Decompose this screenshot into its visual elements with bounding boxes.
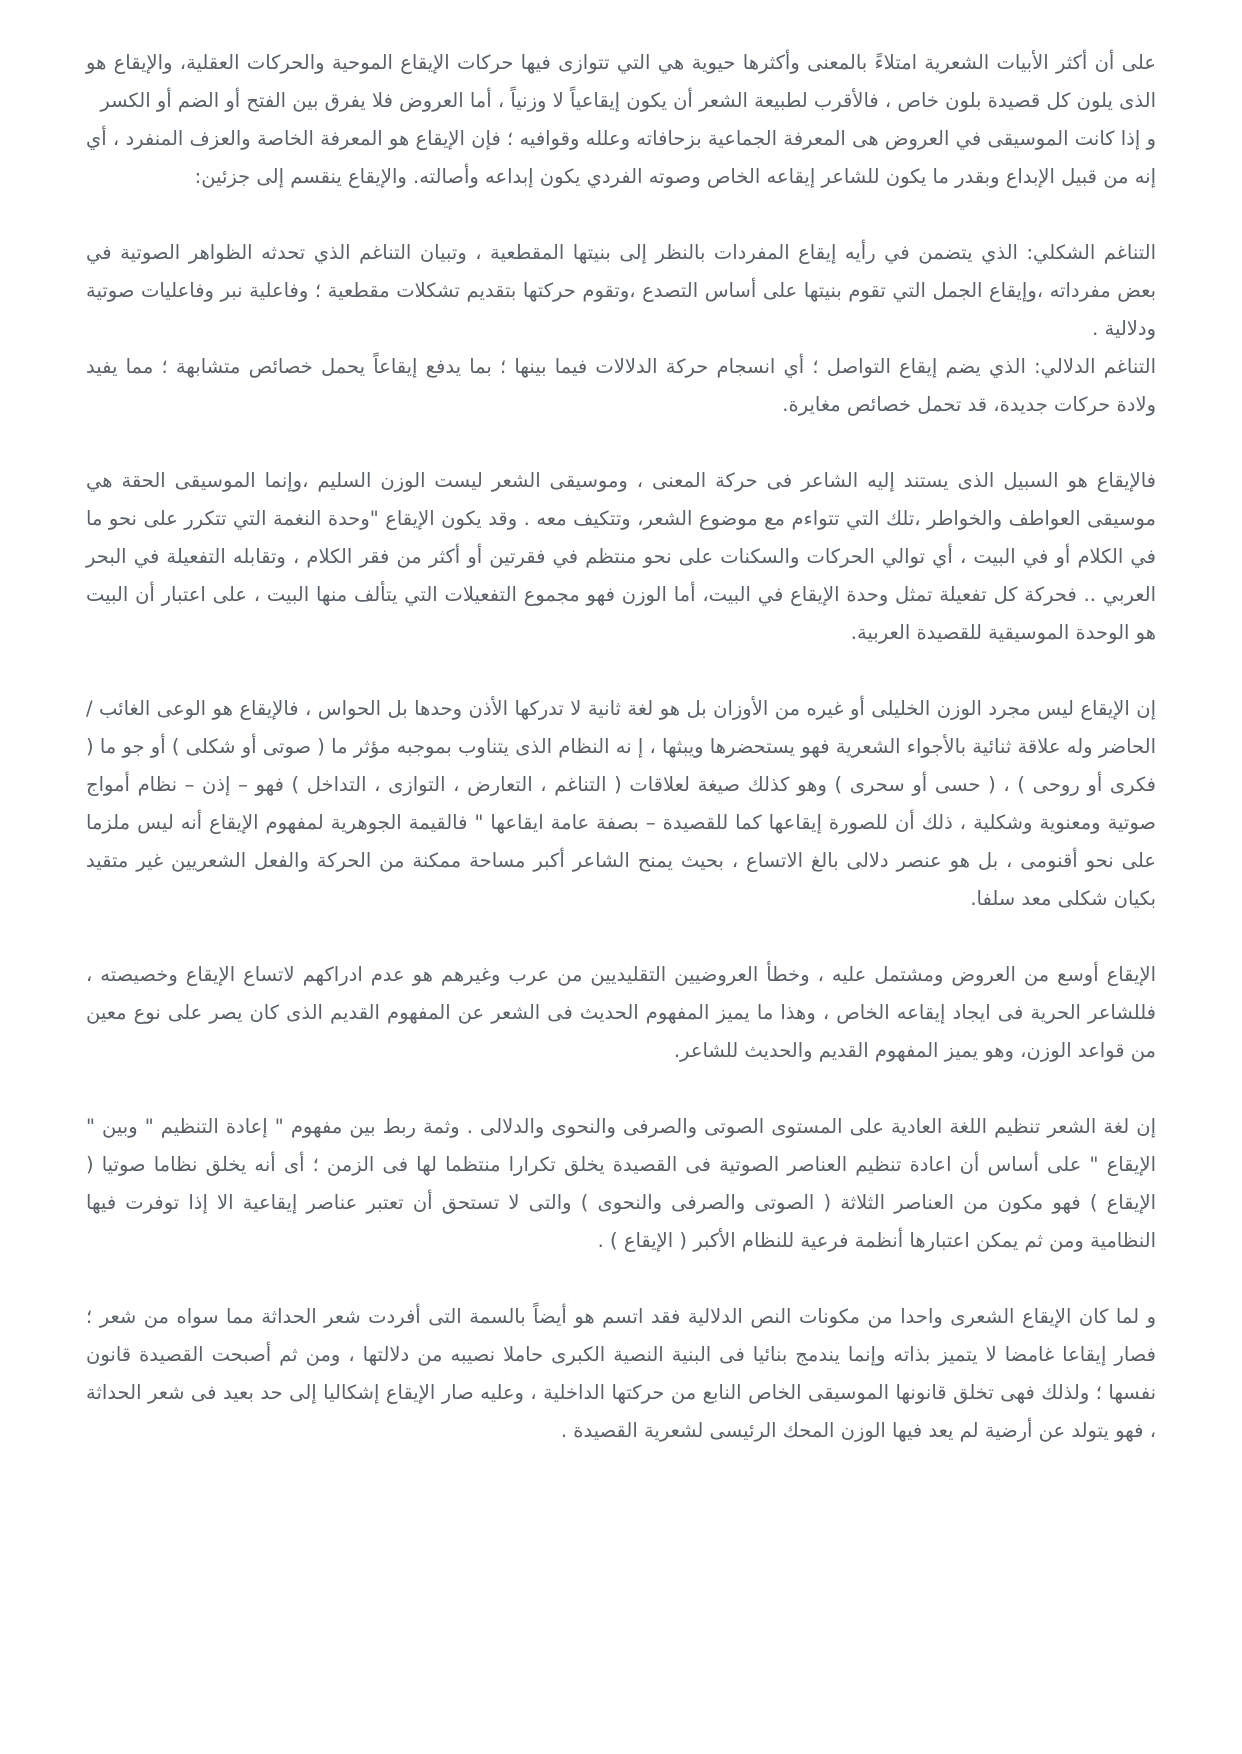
- text-block: [86, 1298, 1156, 1450]
- paragraph: التناغم الدلالي: الذي يضم إيقاع التواصل ؛ أي انسجام حركة الدلالات فيما بينها ؛ بما يدفع إيقاعاً يحمل خصائص متشابهة ؛ مما يفيد ولادة حركات جديدة، قد تحمل خصائص مغايرة.: [86, 355, 1156, 416]
- paragraph: فالإيقاع هو السبيل الذى يستند إليه الشاعر فى حركة المعنى ، وموسيقى الشعر ليست الوزن السليم ،وإنما الموسيقى الحقة هي موسيقى العواطف والخواطر ،تلك التي تتواءم مع موضوع الشعر، وتتكيف معه . وقد يكون الإيقاع "وحدة النغمة التي تتكرر على نحو ما في الكلام أو في البيت ، أي توالي الحركات والسكنات على نحو منتظم في فقرتين أو أكثر من فقر الكلام ، وتقابله التفعيلة في البحر العربي .. فحركة كل تفعيلة تمثل وحدة الإيقاع في البيت، أما الوزن فهو مجموع التفعيلات التي يتألف منها البيت ، على اعتبار أن البيت هو الوحدة الموسيقية للقصيدة العربية.: [86, 469, 1156, 644]
- paragraph: و لما كان الإيقاع الشعرى واحدا من مكونات النص الدلالية فقد اتسم هو أيضاً بالسمة التى أفردت شعر الحداثة مما سواه من شعر ؛ فصار إيقاعا غامضا لا يتميز بذاته وإنما يندمج بنائيا فى البنية النصية الكبرى حاملا نصيبه من دلالتها ، ومن ثم أصبحت القصيدة قانون نفسها ؛ ولذلك فهى تخلق قانونها الموسيقى الخاص النابع من حركتها الداخلية ، وعليه صار الإيقاع إشكاليا إلى حد بعيد فى شعر الحداثة ، فهو يتولد عن أرضية لم يعد فيها الوزن المحك الرئيسى لشعرية القصيدة .: [86, 1305, 1156, 1442]
- paragraph: على أن أكثر الأبيات الشعرية امتلاءً بالمعنى وأكثرها حيوية هي التي تتوازى فيها حركات الإيقاع الموحية والحركات العقلية، والإيقاع هو الذى يلون كل قصيدة بلون خاص ، فالأقرب لطبيعة الشعر أن يكون إيقاعياً لا وزنياً ، أما العروض فلا يفرق بين الفتح أو الضم أو الكسر: [86, 51, 1156, 112]
- paragraph: التناغم الشكلي: الذي يتضمن في رأيه إيقاع المفردات بالنظر إلى بنيتها المقطعية ، وتبيان التناغم الذي تحدثه الظواهر الصوتية في بعض مفرداته ،وإيقاع الجمل التي تقوم بنيتها على أساس التصدع ،وتقوم حركتها بتقديم تشكلات مقطعية ؛ وفاعلية نبر وفاعليات صوتية ودلالية .: [86, 241, 1156, 340]
- paragraph: إن لغة الشعر تنظيم اللغة العادية على المستوى الصوتى والصرفى والنحوى والدلالى . وثمة ربط بين مفهوم " إعادة التنظيم " وبين " الإيقاع " على أساس أن اعادة تنظيم العناصر الصوتية فى القصيدة يخلق تكرارا منتظما لها فى الزمن ؛ أى أنه يخلق نظاما صوتيا ( الإيقاع ) فهو مكون من العناصر الثلاثة ( الصوتى والصرفى والنحوى ) والتى لا تستحق أن تعتبر عناصر إيقاعية الا إذا توفرت فيها النظامية ومن ثم يمكن اعتبارها أنظمة فرعية للنظام الأكبر ( الإيقاع ) .: [86, 1115, 1156, 1252]
- text-block: [86, 690, 1156, 918]
- document-content: [86, 44, 1156, 1450]
- paragraph: إن الإيقاع ليس مجرد الوزن الخليلى أو غيره من الأوزان بل هو لغة ثانية لا تدركها الأذن وحدها بل الحواس ، فالإيقاع هو الوعى الغائب / الحاضر وله علاقة ثنائية بالأجواء الشعرية فهو يستحضرها ويبثها ، إ نه النظام الذى يتناوب بموجبه مؤثر ما ( صوتى أو شكلى ) أو جو ما ( فكرى أو روحى ) ، ( حسى أو سحرى ) وهو كذلك صيغة لعلاقات ( التناغم ، التعارض ، التوازى ، التداخل ) فهو – إذن – نظام أمواج صوتية ومعنوية وشكلية ، ذلك أن للصورة إيقاعها كما للقصيدة – بصفة عامة ايقاعها " فالقيمة الجوهرية لمفهوم الإيقاع أنه ليس ملزما على نحو أقنومى ، بل هو عنصر دلالى بالغ الاتساع ، بحيث يمنح الشاعر أكبر مساحة ممكنة من الحركة والفعل الشعريين غير متقيد بكيان شكلى معد سلفا.: [86, 697, 1156, 910]
- paragraph: و إذا كانت الموسيقى في العروض هى المعرفة الجماعية بزحافاته وعلله وقوافيه ؛ فإن الإيقاع هو المعرفة الخاصة والعزف المنفرد ، أي إنه من قبيل الإبداع وبقدر ما يكون للشاعر إيقاعه الخاص وصوته الفردي يكون إبداعه وأصالته. والإيقاع ينقسم إلى جزئين:: [86, 127, 1156, 188]
- text-block: [86, 234, 1156, 424]
- text-block: [86, 462, 1156, 652]
- text-block: [86, 956, 1156, 1070]
- paragraph: الإيقاع أوسع من العروض ومشتمل عليه ، وخطأ العروضيين التقليديين من عرب وغيرهم هو عدم ادراكهم لاتساع الإيقاع وخصيصته ، فللشاعر الحرية فى ايجاد إيقاعه الخاص ، وهذا ما يميز المفهوم الحديث فى الشعر عن المفهوم القديم الذى كان يصر على نوع معين من قواعد الوزن، وهو يميز المفهوم القديم والحديث للشاعر.: [86, 963, 1156, 1062]
- text-block: [86, 1108, 1156, 1260]
- text-block: [86, 44, 1156, 196]
